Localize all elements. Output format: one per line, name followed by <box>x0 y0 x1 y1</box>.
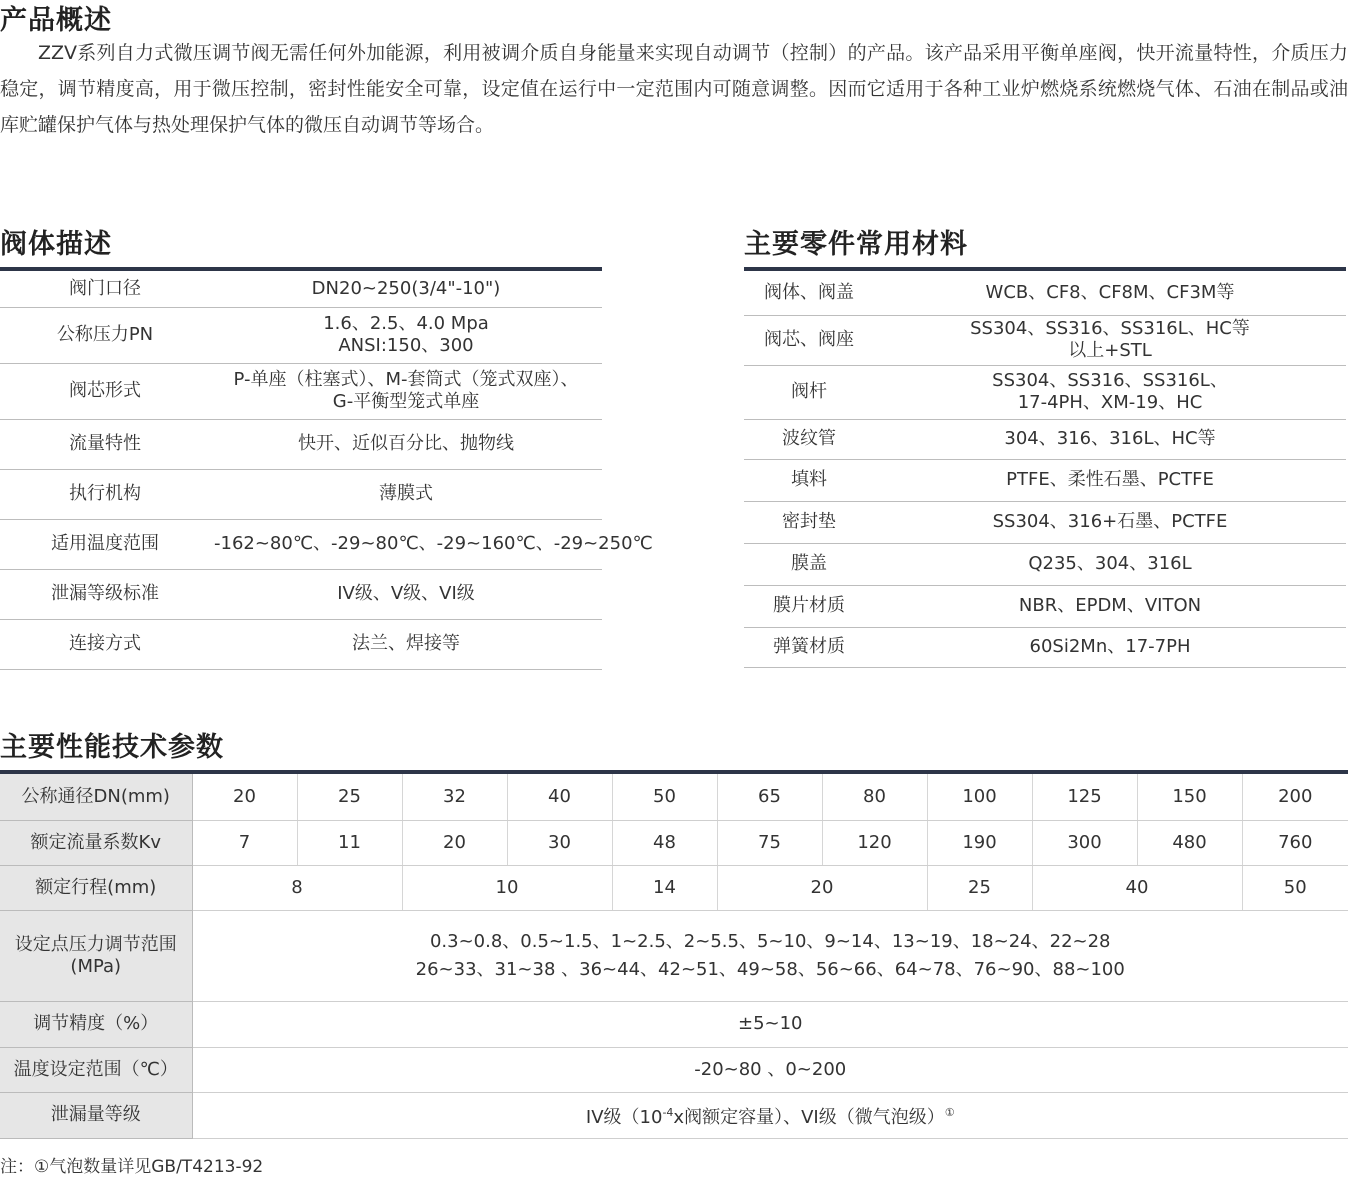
dn-cell: 50 <box>612 774 717 820</box>
dn-cell: 65 <box>717 774 822 820</box>
temp-row <box>0 1047 1348 1092</box>
kv-cell: 20 <box>402 820 507 865</box>
performance-table <box>0 774 1348 1139</box>
materials-value-line: PTFE、柔性石墨、PCTFE <box>878 469 1342 491</box>
stroke-label: 额定行程(mm) <box>0 865 192 910</box>
materials-row <box>744 627 1346 667</box>
materials-value-line: Q235、304、316L <box>878 553 1342 575</box>
body-desc-label: 阀芯形式 <box>0 363 210 419</box>
materials-value-line: 304、316、316L、HC等 <box>878 428 1342 450</box>
range-line: 0.3~0.8、0.5~1.5、1~2.5、2~5.5、5~10、9~14、13~19、18~24、22~28 <box>193 928 1348 956</box>
materials-value-line: SS304、SS316、SS316L、HC等 <box>878 318 1342 340</box>
range-label-line: 设定点压力调节范围 <box>4 934 188 956</box>
leak-row <box>0 1092 1348 1138</box>
kv-cell: 300 <box>1032 820 1137 865</box>
kv-label: 额定流量系数Kv <box>0 820 192 865</box>
materials-row <box>744 365 1346 419</box>
materials-row <box>744 543 1346 585</box>
materials-label: 阀体、阀盖 <box>744 271 874 315</box>
materials-value <box>874 315 1346 365</box>
kv-cell: 11 <box>297 820 402 865</box>
kv-cell: 120 <box>822 820 927 865</box>
body-desc-row <box>0 419 602 469</box>
materials-value <box>874 459 1346 501</box>
body-desc-value <box>210 307 602 363</box>
kv-cell: 75 <box>717 820 822 865</box>
materials-value <box>874 271 1346 315</box>
kv-cell: 760 <box>1242 820 1348 865</box>
body-desc-value <box>210 519 602 569</box>
kv-row <box>0 820 1348 865</box>
body-desc-value-line: 薄膜式 <box>214 483 598 505</box>
materials-row <box>744 501 1346 543</box>
body-desc-value-line: 1.6、2.5、4.0 Mpa <box>214 313 598 335</box>
materials-value-line: SS304、316+石墨、PCTFE <box>878 511 1342 533</box>
body-desc-row <box>0 469 602 519</box>
materials-label: 波纹管 <box>744 419 874 459</box>
temp-label: 温度设定范围（℃） <box>0 1047 192 1092</box>
body-desc-table <box>0 271 602 670</box>
materials-value-line: NBR、EPDM、VITON <box>878 595 1342 617</box>
overview-text: ZZV系列自力式微压调节阀无需任何外加能源，利用被调介质自身能量来实现自动调节（控制）的产品。该产品采用平衡单座阀，快开流量特性，介质压力稳定，调节精度高，用于微压控制，密封性能安全可靠，设定值在运行中一定范围内可随意调整。因而它适用于各种工业炉燃烧系统燃烧气体、石油在制品或油库贮罐保护气体与热处理保护气体的微压自动调节等场合。 <box>0 35 1348 143</box>
body-desc-value-line: 法兰、焊接等 <box>214 633 598 655</box>
materials-value <box>874 543 1346 585</box>
materials-value <box>874 627 1346 667</box>
body-desc-label: 阀门口径 <box>0 271 210 307</box>
materials-label: 弹簧材质 <box>744 627 874 667</box>
body-desc-value <box>210 469 602 519</box>
materials-value-line: SS304、SS316、SS316L、 <box>878 370 1342 392</box>
body-desc-value-line: G-平衡型笼式单座 <box>214 391 598 413</box>
dn-label: 公称通径DN(mm) <box>0 774 192 820</box>
materials-value-line: WCB、CF8、CF8M、CF3M等 <box>878 282 1342 304</box>
stroke-cell: 40 <box>1032 865 1242 910</box>
range-label-unit: (MPa) <box>4 956 188 978</box>
stroke-row <box>0 865 1348 910</box>
body-desc-row <box>0 307 602 363</box>
kv-cell: 30 <box>507 820 612 865</box>
dn-cell: 32 <box>402 774 507 820</box>
dn-cell: 100 <box>927 774 1032 820</box>
leak-text-a: IV级（10 <box>586 1107 663 1128</box>
range-cell <box>192 910 1348 1001</box>
dn-cell: 40 <box>507 774 612 820</box>
dn-cell: 80 <box>822 774 927 820</box>
materials-value-line: 以上+STL <box>878 340 1342 362</box>
body-desc-label: 执行机构 <box>0 469 210 519</box>
dn-row <box>0 774 1348 820</box>
body-desc-label: 公称压力PN <box>0 307 210 363</box>
body-desc-row <box>0 619 602 669</box>
materials-label: 填料 <box>744 459 874 501</box>
overview-title: 产品概述 <box>0 0 112 37</box>
range-line: 26~33、31~38 、36~44、42~51、49~58、56~66、64~78、76~90、88~100 <box>193 956 1348 984</box>
stroke-cell: 50 <box>1242 865 1348 910</box>
body-desc-value-line: IV级、V级、VI级 <box>214 583 598 605</box>
materials-value <box>874 585 1346 627</box>
accuracy-label: 调节精度（%） <box>0 1001 192 1047</box>
materials-row <box>744 315 1346 365</box>
performance-title: 主要性能技术参数 <box>0 725 224 764</box>
materials-label: 膜盖 <box>744 543 874 585</box>
body-desc-value-line: P-单座（柱塞式）、M-套筒式（笼式双座）、 <box>214 369 598 391</box>
body-desc-label: 连接方式 <box>0 619 210 669</box>
materials-row <box>744 271 1346 315</box>
body-desc-value <box>210 419 602 469</box>
stroke-cell: 20 <box>717 865 927 910</box>
dn-cell: 25 <box>297 774 402 820</box>
body-desc-title: 阀体描述 <box>0 222 112 261</box>
temp-cell: -20~80 、0~200 <box>192 1047 1348 1092</box>
body-desc-value-line: 快开、近似百分比、抛物线 <box>214 433 598 455</box>
materials-row <box>744 419 1346 459</box>
body-desc-value-line: -162~80℃、-29~80℃、-29~160℃、-29~250℃ <box>214 533 598 555</box>
dn-cell: 200 <box>1242 774 1348 820</box>
materials-label: 阀芯、阀座 <box>744 315 874 365</box>
dn-cell: 20 <box>192 774 297 820</box>
stroke-cell: 8 <box>192 865 402 910</box>
materials-table <box>744 271 1346 668</box>
body-desc-value <box>210 569 602 619</box>
body-desc-value <box>210 271 602 307</box>
body-desc-value-line: ANSI:150、300 <box>214 335 598 357</box>
materials-label: 密封垫 <box>744 501 874 543</box>
materials-label: 膜片材质 <box>744 585 874 627</box>
body-desc-row <box>0 363 602 419</box>
body-desc-label: 流量特性 <box>0 419 210 469</box>
materials-value <box>874 419 1346 459</box>
dn-cell: 150 <box>1137 774 1242 820</box>
footnote: 注：①气泡数量详见GB/T4213-92 <box>0 1152 263 1177</box>
materials-label: 阀杆 <box>744 365 874 419</box>
stroke-cell: 14 <box>612 865 717 910</box>
materials-value <box>874 501 1346 543</box>
leak-text-b: x阀额定容量）、VI级（微气泡级） <box>673 1107 944 1128</box>
materials-row <box>744 459 1346 501</box>
materials-value <box>874 365 1346 419</box>
body-desc-label: 泄漏等级标准 <box>0 569 210 619</box>
range-label <box>0 910 192 1001</box>
body-desc-row <box>0 271 602 307</box>
kv-cell: 7 <box>192 820 297 865</box>
leak-exponent: -4 <box>662 1106 673 1119</box>
dn-cell: 125 <box>1032 774 1137 820</box>
stroke-cell: 25 <box>927 865 1032 910</box>
accuracy-cell: ±5~10 <box>192 1001 1348 1047</box>
body-desc-label: 适用温度范围 <box>0 519 210 569</box>
body-desc-value <box>210 619 602 669</box>
body-desc-row <box>0 569 602 619</box>
kv-cell: 48 <box>612 820 717 865</box>
leak-footnote-mark: ① <box>945 1106 955 1119</box>
materials-title: 主要零件常用材料 <box>744 222 968 261</box>
accuracy-row <box>0 1001 1348 1047</box>
body-desc-value <box>210 363 602 419</box>
kv-cell: 190 <box>927 820 1032 865</box>
body-desc-row <box>0 519 602 569</box>
materials-value-line: 17-4PH、XM-19、HC <box>878 392 1342 414</box>
leak-label: 泄漏量等级 <box>0 1092 192 1138</box>
kv-cell: 480 <box>1137 820 1242 865</box>
stroke-cell: 10 <box>402 865 612 910</box>
materials-value-line: 60Si2Mn、17-7PH <box>878 636 1342 658</box>
body-desc-value-line: DN20~250(3/4"-10") <box>214 278 598 300</box>
range-row <box>0 910 1348 1001</box>
materials-row <box>744 585 1346 627</box>
leak-cell <box>192 1092 1348 1138</box>
